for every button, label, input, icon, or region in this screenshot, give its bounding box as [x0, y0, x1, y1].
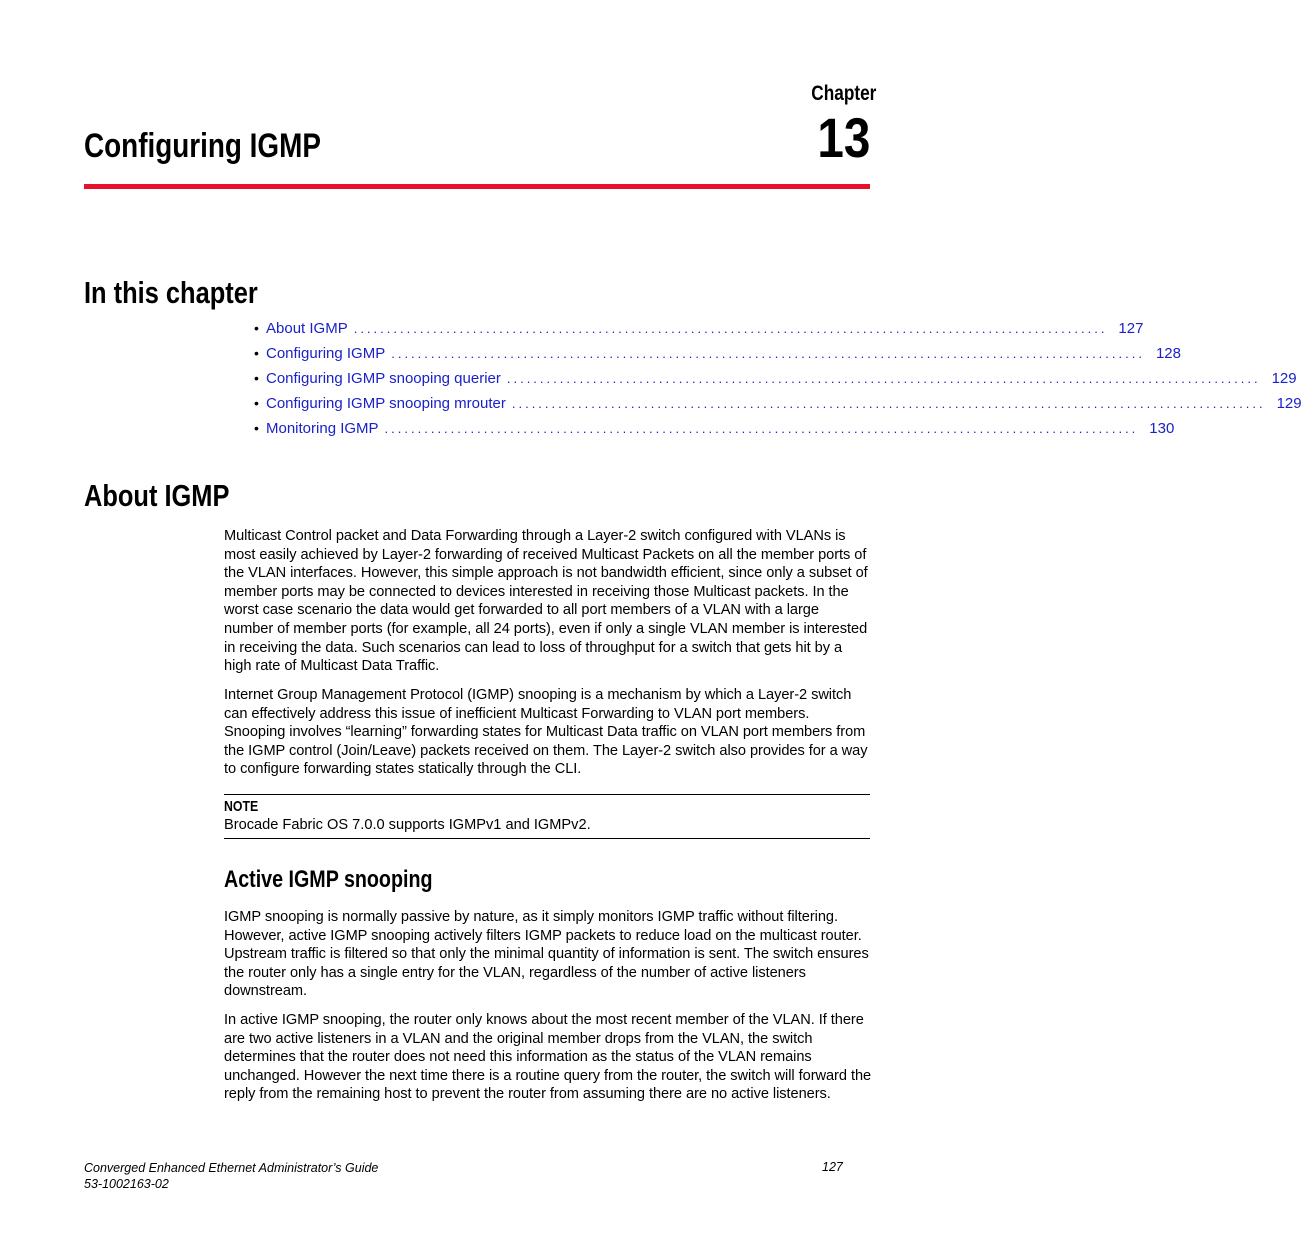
toc-link[interactable]: Monitoring IGMP	[266, 420, 379, 437]
active-snooping-paragraph-1: IGMP snooping is normally passive by nature, as it simply monitors IGMP traffic without filtering. However, active IGMP snooping actively filters IGMP packets to reduce load on the multicast router. Upstream traffic is filtered so that only the minimal quantity of information is sent. The switch ensures the router only has a single entry for the VLAN, regardless of the number of active listeners downstream.	[224, 909, 869, 1000]
toc-leader: ..................................................................................................................	[353, 321, 1108, 336]
chapter-toc	[254, 320, 1302, 445]
bullet-icon: •	[254, 370, 259, 386]
about-paragraph-1: Multicast Control packet and Data Forwarding through a Layer-2 switch configured with VLANs is most easily achieved by Layer-2 forwarding of received Multicast Packets on all the member ports of the VLAN interfaces. However, this simple approach is not bandwidth efficient, since only a subset of member ports may be connected to devices interested in receiving those Multicast packets. In the worst case scenario the data would get forwarded to all port members of a VLAN with a large number of member ports (for example, all 24 ports), even if only a single VLAN member is interested in receiving the data. Such scenarios can lead to loss of throughput for a switch that gets hit by a high rate of Multicast Data Traffic.	[224, 528, 868, 675]
toc-page[interactable]: 129	[1271, 370, 1297, 387]
toc-leader: ..................................................................................................................	[511, 396, 1266, 411]
toc-item[interactable]	[254, 345, 1181, 370]
footer-guide-title: Converged Enhanced Ethernet Administrator’s Guide	[84, 1161, 379, 1175]
toc-link[interactable]: Configuring IGMP snooping querier	[266, 370, 501, 387]
footer-doc-number: 53-1002163-02	[84, 1177, 169, 1191]
toc-item[interactable]	[254, 370, 1297, 395]
toc-link[interactable]: About IGMP	[266, 320, 348, 337]
toc-page[interactable]: 130	[1149, 420, 1175, 437]
bullet-icon: •	[254, 420, 259, 436]
toc-leader: ..................................................................................................................	[391, 346, 1145, 361]
about-igmp-heading: About IGMP	[84, 478, 230, 513]
toc-item[interactable]	[254, 395, 1302, 420]
toc-leader: ..................................................................................................................	[506, 371, 1261, 386]
bullet-icon: •	[254, 345, 259, 361]
chapter-number: 13	[817, 106, 870, 169]
active-snooping-paragraph-2: In active IGMP snooping, the router only knows about the most recent member of the VLAN. If there are two active listeners in a VLAN and the original member drops from the VLAN, the switch determines that the router does not need this information as the status of the VLAN remains unchanged. However the next time there is a routine query from the router, the switch will forward the reply from the remaining host to prevent the router from assuming there are no active listeners.	[224, 1012, 872, 1103]
toc-link[interactable]: Configuring IGMP	[266, 345, 386, 362]
chapter-title-rule	[84, 184, 870, 189]
bullet-icon: •	[254, 395, 259, 411]
in-this-chapter-heading: In this chapter	[84, 275, 258, 310]
footer-page-number: 127	[822, 1160, 843, 1174]
bullet-icon: •	[254, 320, 259, 336]
footer	[84, 1160, 378, 1192]
toc-item[interactable]	[254, 320, 1144, 345]
chapter-label: Chapter	[810, 82, 876, 105]
note-text: Brocade Fabric OS 7.0.0 supports IGMPv1 and IGMPv2.	[224, 817, 591, 833]
toc-item[interactable]	[254, 420, 1175, 445]
about-paragraph-2: Internet Group Management Protocol (IGMP) snooping is a mechanism by which a Layer-2 switch can effectively address this issue of inefficient Multicast Forwarding to VLAN port members. Snooping involves “learning” forwarding states for Multicast Data traffic on VLAN port members from the IGMP control (Join/Leave) packets received on them. The Layer-2 switch also provides for a way to configure forwarding states statically through the CLI.	[224, 687, 868, 778]
chapter-title: Configuring IGMP	[84, 127, 321, 165]
active-snooping-heading: Active IGMP snooping	[224, 866, 433, 893]
note-label: NOTE	[224, 798, 259, 815]
toc-page[interactable]: 127	[1118, 320, 1144, 337]
toc-leader: ..................................................................................................................	[384, 421, 1139, 436]
toc-link[interactable]: Configuring IGMP snooping mrouter	[266, 395, 506, 412]
toc-page[interactable]: 129	[1276, 395, 1302, 412]
toc-page[interactable]: 128	[1155, 345, 1181, 362]
note-box	[224, 794, 870, 839]
